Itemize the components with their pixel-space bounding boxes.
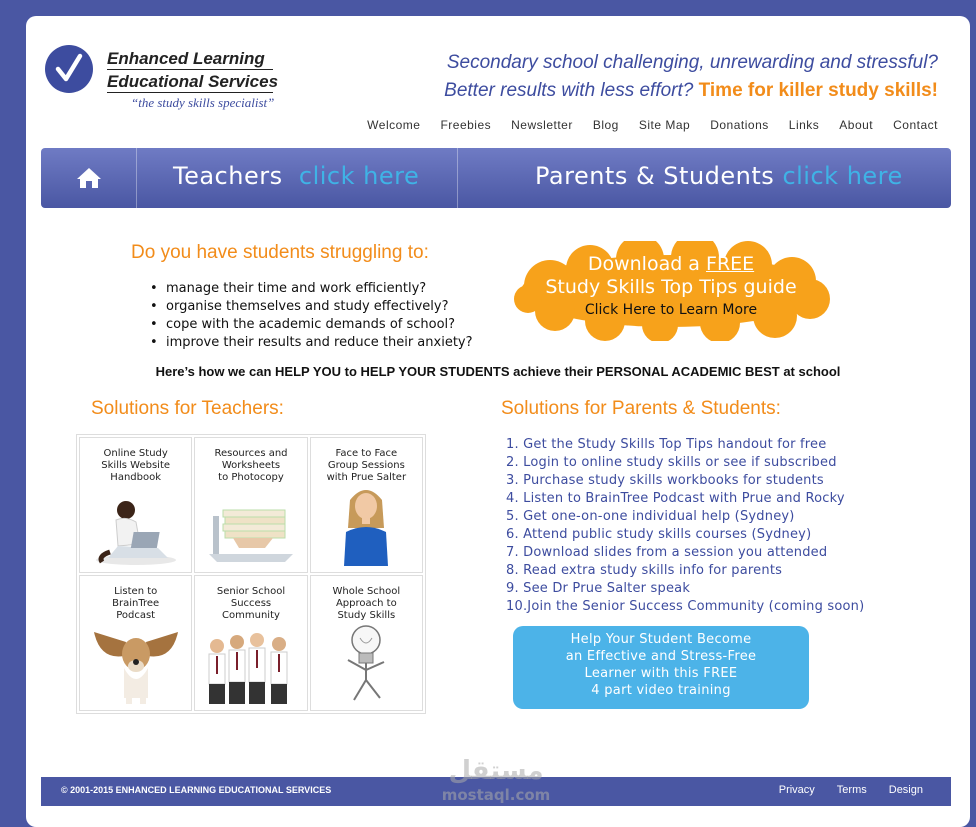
nav-contact[interactable]: Contact — [893, 118, 938, 132]
list-number: 4. — [506, 491, 519, 506]
list-number: 7. — [506, 545, 519, 560]
banner-divider — [136, 148, 137, 208]
list-number: 1. — [506, 437, 519, 452]
list-number: 8. — [506, 563, 519, 578]
tile-whole-school[interactable] — [310, 575, 423, 711]
cloud-line-3: Click Here to Learn More — [584, 302, 758, 318]
books-laptop-image — [203, 496, 299, 566]
tagline-highlight: Time for killer study skills! — [698, 80, 938, 101]
teachers-solutions-heading: Solutions for Teachers: — [91, 398, 284, 419]
list-item: • organise themselves and study effectively? — [148, 298, 473, 316]
watermark-arabic: مستقل — [448, 756, 544, 786]
list-number: 9. — [506, 581, 519, 596]
copyright-text: © 2001-2015 ENHANCED LEARNING EDUCATIONAL SERVICES — [61, 785, 332, 795]
solution-link-7[interactable] — [506, 544, 864, 562]
list-text: Read extra study skills info for parents — [523, 563, 783, 578]
top-navigation — [367, 118, 938, 132]
tile-online-handbook[interactable] — [79, 437, 192, 573]
solution-link-5[interactable] — [506, 508, 864, 526]
list-text: Login to online study skills or see if subscribed — [523, 455, 837, 470]
logo-tagline: “the study skills specialist” — [131, 95, 275, 110]
cta-line-2: an Effective and Stress-Free — [565, 649, 757, 664]
list-number: 10. — [506, 599, 528, 614]
list-text: Get one-on-one individual help (Sydney) — [523, 509, 795, 524]
help-statement: Here’s how we can HELP YOU to HELP YOUR STUDENTS achieve their PERSONAL ACADEMIC BEST at school — [155, 364, 841, 379]
cta-line-4: 4 part video training — [591, 683, 731, 698]
home-button[interactable] — [41, 148, 136, 208]
solution-link-1[interactable] — [506, 436, 864, 454]
solution-link-4[interactable] — [506, 490, 864, 508]
list-text: Get the Study Skills Top Tips handout for free — [523, 437, 827, 452]
nav-welcome[interactable]: Welcome — [367, 118, 421, 132]
nav-freebies[interactable]: Freebies — [440, 118, 492, 132]
list-number: 2. — [506, 455, 519, 470]
solution-link-2[interactable] — [506, 454, 864, 472]
tile-label: Online Study Skills Website Handbook — [101, 448, 171, 483]
cloud-download-text: Download a — [587, 253, 700, 275]
lightbulb-character-image — [336, 620, 396, 704]
list-number: 5. — [506, 509, 519, 524]
solution-link-10[interactable] — [506, 598, 864, 616]
cloud-line-1 — [510, 253, 832, 275]
parents-students-link[interactable] — [535, 162, 903, 190]
site-logo[interactable] — [45, 45, 295, 115]
list-item: • improve their results and reduce their anxiety? — [148, 334, 473, 352]
list-text: See Dr Prue Salter speak — [523, 581, 691, 596]
list-text: Attend public study skills courses (Sydney) — [523, 527, 812, 542]
tile-resources-worksheets[interactable] — [194, 437, 307, 573]
solution-link-6[interactable] — [506, 526, 864, 544]
nav-site-map[interactable]: Site Map — [638, 118, 691, 132]
struggle-list — [148, 280, 473, 352]
watermark — [426, 756, 566, 804]
tile-podcast[interactable] — [79, 575, 192, 711]
list-text: Listen to BrainTree Podcast with Prue and Rocky — [523, 491, 845, 506]
banner-divider — [457, 148, 458, 208]
footer-links — [779, 784, 923, 796]
solution-link-8[interactable] — [506, 562, 864, 580]
parents-click-here: click here — [782, 162, 903, 190]
teacher-solutions-grid — [76, 434, 426, 714]
logo-rule — [107, 69, 273, 70]
list-text: Download slides from a session you attended — [523, 545, 828, 560]
nav-links[interactable]: Links — [788, 118, 820, 132]
teachers-link[interactable] — [173, 162, 419, 190]
free-guide-cloud-button[interactable] — [510, 241, 832, 341]
footer-terms-link[interactable]: Terms — [836, 784, 867, 796]
list-text: Purchase study skills workbooks for students — [523, 473, 824, 488]
header-tagline-2 — [444, 80, 938, 102]
cloud-free-text: FREE — [706, 253, 755, 275]
nav-newsletter[interactable]: Newsletter — [511, 118, 573, 132]
tile-label: Senior School Success Community — [216, 586, 286, 621]
audience-banner — [41, 148, 951, 208]
teachers-click-here: click here — [298, 162, 420, 190]
cloud-line-2: Study Skills Top Tips guide — [545, 276, 797, 298]
list-number: 3. — [506, 473, 519, 488]
student-laptop-image — [88, 496, 184, 566]
cta-line-1: Help Your Student Become — [570, 632, 752, 647]
list-item: • manage their time and work efficiently? — [148, 280, 473, 298]
nav-blog[interactable]: Blog — [592, 118, 619, 132]
footer-design-link[interactable]: Design — [888, 784, 923, 796]
tile-label: Face to Face Group Sessions with Prue Salter — [326, 448, 407, 483]
video-training-button[interactable] — [513, 626, 809, 709]
intro-heading: Do you have students struggling to: — [131, 242, 429, 263]
parents-solutions-list — [506, 436, 864, 616]
list-item: • cope with the academic demands of school? — [148, 316, 473, 334]
logo-title-line2: Educational Services — [107, 72, 279, 91]
nav-about[interactable]: About — [839, 118, 874, 132]
logo-title-line1: Enhanced Learning — [107, 49, 265, 68]
logo-rule — [107, 92, 273, 93]
tile-senior-community[interactable] — [194, 575, 307, 711]
list-text: Join the Senior Success Community (coming soon) — [527, 599, 865, 614]
page-card — [26, 16, 970, 827]
basset-hound-image — [90, 620, 182, 704]
nav-donations[interactable]: Donations — [710, 118, 769, 132]
tagline-question: Better results with less effort? — [444, 80, 694, 101]
tile-label: Listen to BrainTree Podcast — [112, 586, 160, 621]
tile-label: Resources and Worksheets to Photocopy — [214, 448, 288, 483]
tile-label: Whole School Approach to Study Skills — [332, 586, 401, 621]
footer-privacy-link[interactable]: Privacy — [778, 784, 815, 796]
parents-label: Parents & Students — [535, 162, 775, 190]
teachers-label: Teachers — [173, 162, 283, 190]
cta-line-3: Learner with this FREE — [584, 666, 738, 681]
solution-link-9[interactable] — [506, 580, 864, 598]
home-icon — [75, 166, 103, 190]
watermark-latin: mostaql.com — [441, 786, 551, 804]
students-group-image — [203, 626, 299, 704]
header-tagline-1: Secondary school challenging, unrewarding and stressful? — [446, 52, 938, 73]
solution-link-3[interactable] — [506, 472, 864, 490]
checkmark-icon — [45, 45, 93, 93]
parents-solutions-heading: Solutions for Parents & Students: — [501, 398, 781, 419]
presenter-portrait-image — [336, 482, 396, 566]
tile-face-to-face[interactable] — [310, 437, 423, 573]
list-number: 6. — [506, 527, 519, 542]
